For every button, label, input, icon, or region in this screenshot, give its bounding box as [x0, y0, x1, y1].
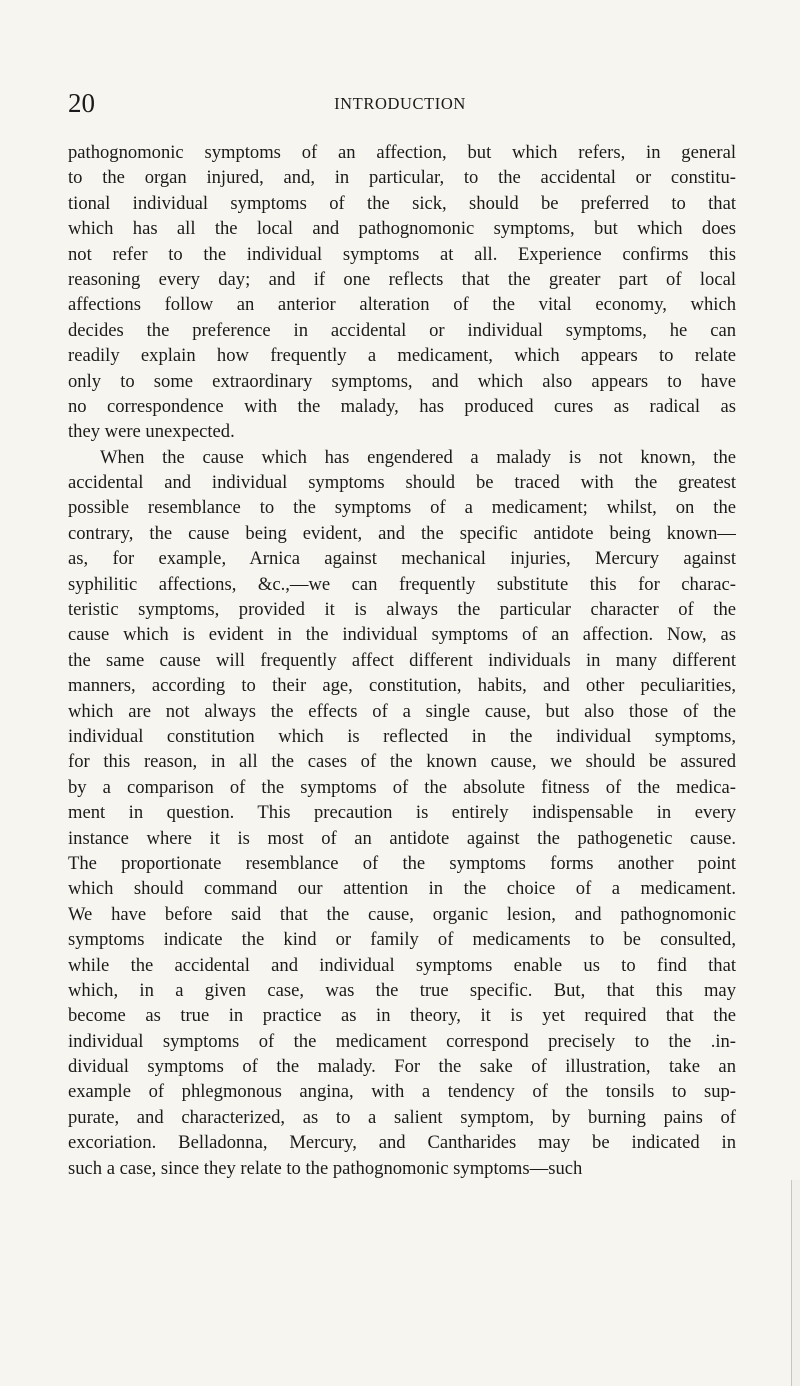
- text-line: which, in a given case, was the true specific. But, that this may: [68, 979, 736, 1001]
- text-line: symptoms indicate the kind or family of medicaments to be consulted,: [68, 929, 736, 951]
- body-text: [68, 140, 736, 1181]
- text-line: dividual symptoms of the malady. For the sake of illustration, take an: [68, 1056, 736, 1078]
- text-line: individual constitution which is reflected in the individual symptoms,: [68, 725, 736, 747]
- text-line: for this reason, in all the cases of the known cause, we should be assured: [68, 751, 736, 773]
- text-line: accidental and individual symptoms should be traced with the greatest: [68, 472, 736, 494]
- text-line: which has all the local and pathognomonic symptoms, but which does: [68, 218, 736, 240]
- text-line: not refer to the individual symptoms at all. Experience confirms this: [68, 243, 736, 265]
- text-line: cause which is evident in the individual symptoms of an affection. Now, as: [68, 624, 736, 646]
- text-line: manners, according to their age, constitution, habits, and other peculiarities,: [68, 675, 736, 697]
- running-title: INTRODUCTION: [334, 94, 466, 113]
- page-header: [0, 88, 800, 118]
- text-line: possible resemblance to the symptoms of a medicament; whilst, on the: [68, 497, 736, 519]
- text-line: as, for example, Arnica against mechanical injuries, Mercury against: [68, 548, 736, 570]
- text-line: which should command our attention in the choice of a medicament.: [68, 878, 736, 900]
- text-line: When the cause which has engendered a malady is not known, the: [100, 446, 736, 468]
- text-line: ment in question. This precaution is entirely indispensable in every: [68, 802, 736, 824]
- text-line: teristic symptoms, provided it is always the particular character of the: [68, 599, 736, 621]
- text-line: readily explain how frequently a medicament, which appears to relate: [68, 345, 736, 367]
- text-line: syphilitic affections, &c.,—we can frequently substitute this for charac-: [68, 573, 736, 595]
- text-line: only to some extraordinary symptoms, and which also appears to have: [68, 370, 736, 392]
- text-line: while the accidental and individual symptoms enable us to find that: [68, 954, 736, 976]
- text-line: pathognomonic symptoms of an affection, but which refers, in general: [68, 142, 736, 163]
- text-line: by a comparison of the symptoms of the absolute fitness of the medica-: [68, 776, 736, 798]
- text-line: tional individual symptoms of the sick, should be preferred to that: [68, 192, 736, 214]
- text-line: which are not always the effects of a single cause, but also those of the: [68, 700, 736, 722]
- text-line: to the organ injured, and, in particular, to the accidental or constitu-: [68, 167, 736, 189]
- page-number: 20: [68, 88, 95, 118]
- text-line: example of phlegmonous angina, with a tendency of the tonsils to sup-: [68, 1081, 736, 1103]
- text-line: become as true in practice as in theory, it is yet required that the: [68, 1005, 736, 1027]
- text-line: purate, and characterized, as to a salient symptom, by burning pains of: [68, 1106, 736, 1128]
- text-line: the same cause will frequently affect different individuals in many different: [68, 649, 736, 671]
- text-line: reasoning every day; and if one reflects that the greater part of local: [68, 268, 736, 290]
- text-line: contrary, the cause being evident, and the specific antidote being known—: [68, 522, 736, 544]
- text-line: such a case, since they relate to the pathognomonic symptoms—such: [68, 1157, 583, 1179]
- text-line: We have before said that the cause, organic lesion, and pathognomonic: [68, 903, 736, 925]
- text-line: decides the preference in accidental or individual symptoms, he can: [68, 319, 736, 341]
- text-line: no correspondence with the malady, has produced cures as radical as: [68, 395, 736, 417]
- text-line: affections follow an anterior alteration of the vital economy, which: [68, 294, 736, 316]
- text-line: The proportionate resemblance of the symptoms forms another point: [68, 852, 736, 874]
- text-line: individual symptoms of the medicament correspond precisely to the .in-: [68, 1030, 736, 1052]
- text-line: excoriation. Belladonna, Mercury, and Cantharides may be indicated in: [68, 1132, 736, 1154]
- page-edge: [791, 1180, 800, 1386]
- text-line: instance where it is most of an antidote against the pathogenetic cause.: [68, 827, 736, 849]
- text-line: they were unexpected.: [68, 421, 235, 443]
